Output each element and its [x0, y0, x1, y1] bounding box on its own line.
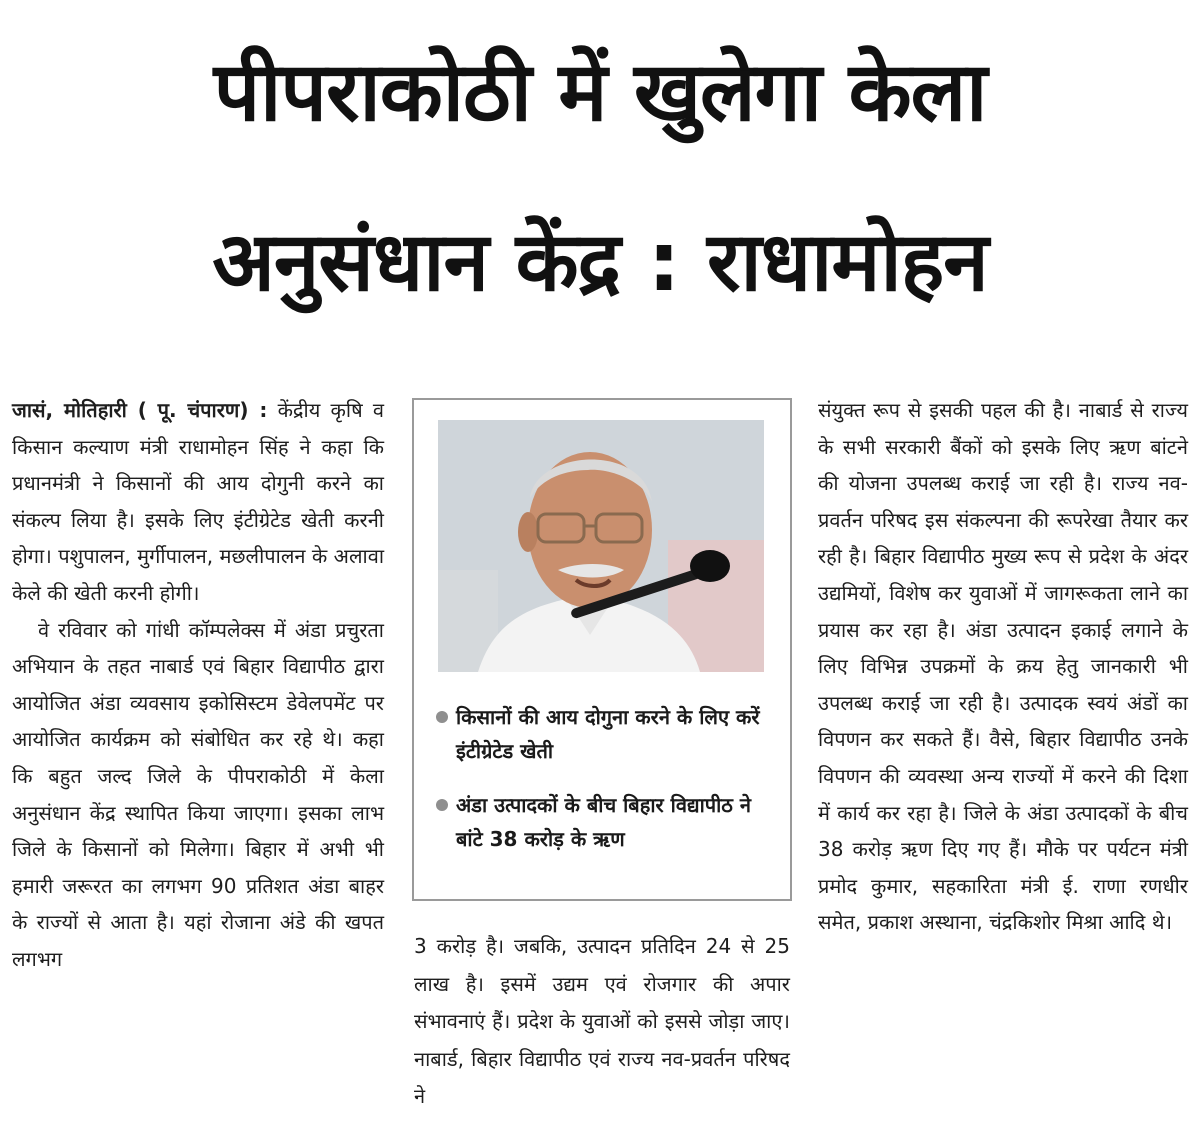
headline-line-2: अनुसंधान केंद्र : राधामोहन — [212, 215, 988, 310]
article-paragraph-2: वे रविवार को गांधी कॉम्पलेक्स में अंडा प्रचुरता अभियान के तहत नाबार्ड एवं बिहार विद्यापीठ द्वारा आयोजित अंडा व्यवसाय इकोसिस्टम डेवेलपमेंट पर आयोजित कार्यक्रम को संबोधित कर रहे थे। कहा कि बहुत जल्द जिले के पीपराकोठी में केला अनुसंधान केंद्र स्थापित किया जाएगा। इसका लाभ जिले के किसानों को मिलेगा। बिहार में अभी भी हमारी जरूरत का लगभग 90 प्रतिशत अंडा बाहर के राज्यों से आता है। यहां रोजाना अंडे की खपत लगभग — [12, 617, 384, 971]
speaker-photo-graphic — [438, 420, 764, 672]
highlight-text: अंडा उत्पादकों के बीच बिहार विद्यापीठ ने बांटे 38 करोड़ के ऋण — [456, 793, 751, 851]
bullet-icon — [436, 799, 448, 811]
photo-highlight-box — [412, 398, 792, 901]
article-paragraph-1-text: केंद्रीय कृषि व किसान कल्याण मंत्री राधामोहन सिंह ने कहा कि प्रधानमंत्री ने किसानों की आय दोगुनी करने का संकल्प लिया है। इसके लिए इंटीग्रेटेड खेती करनी होगा। पशुपालन, मुर्गीपालन, मछलीपालन के अलावा केले की खेती करनी होगी। — [12, 398, 385, 605]
article-right-column — [818, 392, 1188, 941]
highlights — [436, 700, 776, 876]
dateline: जासं, मोतिहारी ( पू. चंपारण) : — [12, 398, 268, 422]
highlight-item — [436, 788, 776, 856]
article-right-text: संयुक्त रूप से इसकी पहल की है। नाबार्ड से राज्य के सभी सरकारी बैंकों को इसके लिए ऋण बांटने की योजना उपलब्ध कराई जा रही है। राज्य नव-प्रवर्तन परिषद इस संकल्पना की रूपरेखा तैयार कर रही है। बिहार विद्यापीठ मुख्य रूप से प्रदेश के अंदर उद्यमियों, विशेष कर युवाओं में जागरूकता लाने का प्रयास कर रहा है। अंडा उत्पादन इकाई लगाने के लिए विभिन्न उपक्रमों के क्रय हेतु जानकारी भी उपलब्ध कराई जा रही है। उत्पादक स्वयं अंडों का विपणन कर सकते हैं। वैसे, बिहार विद्यापीठ उनके विपणन की व्यवस्था अन्य राज्यों में करने की दिशा में कार्य कर रहा है। जिले के अंडा उत्पादकों के बीच 38 करोड़ ऋण दिए गए हैं। मौके पर पर्यटन मंत्री प्रमोद कुमार, सहकारिता मंत्री ई. राणा रणधीर समेत, प्रकाश अस्थाना, चंद्रकिशोर मिश्रा आदि थे। — [818, 398, 1188, 935]
article-middle-text: 3 करोड़ है। जबकि, उत्पादन प्रतिदिन 24 से 25 लाख है। इसमें उद्यम एवं रोजगार की अपार संभावनाएं हैं। प्रदेश के युवाओं को इससे जोड़ा जाए। नाबार्ड, बिहार विद्यापीठ एवं राज्य नव-प्रवर्तन परिषद ने — [414, 934, 790, 1108]
highlight-item — [436, 700, 776, 768]
article-middle-column — [414, 928, 790, 1116]
headline-line-1: पीपराकोठी में खुलेगा केला — [213, 45, 987, 140]
highlight-text: किसानों की आय दोगुना करने के लिए करें इंटीग्रेटेड खेती — [456, 705, 760, 763]
bullet-icon — [436, 711, 448, 723]
article-paragraph-1 — [12, 392, 384, 612]
news-photo — [438, 420, 764, 672]
article-left-column — [12, 392, 384, 978]
